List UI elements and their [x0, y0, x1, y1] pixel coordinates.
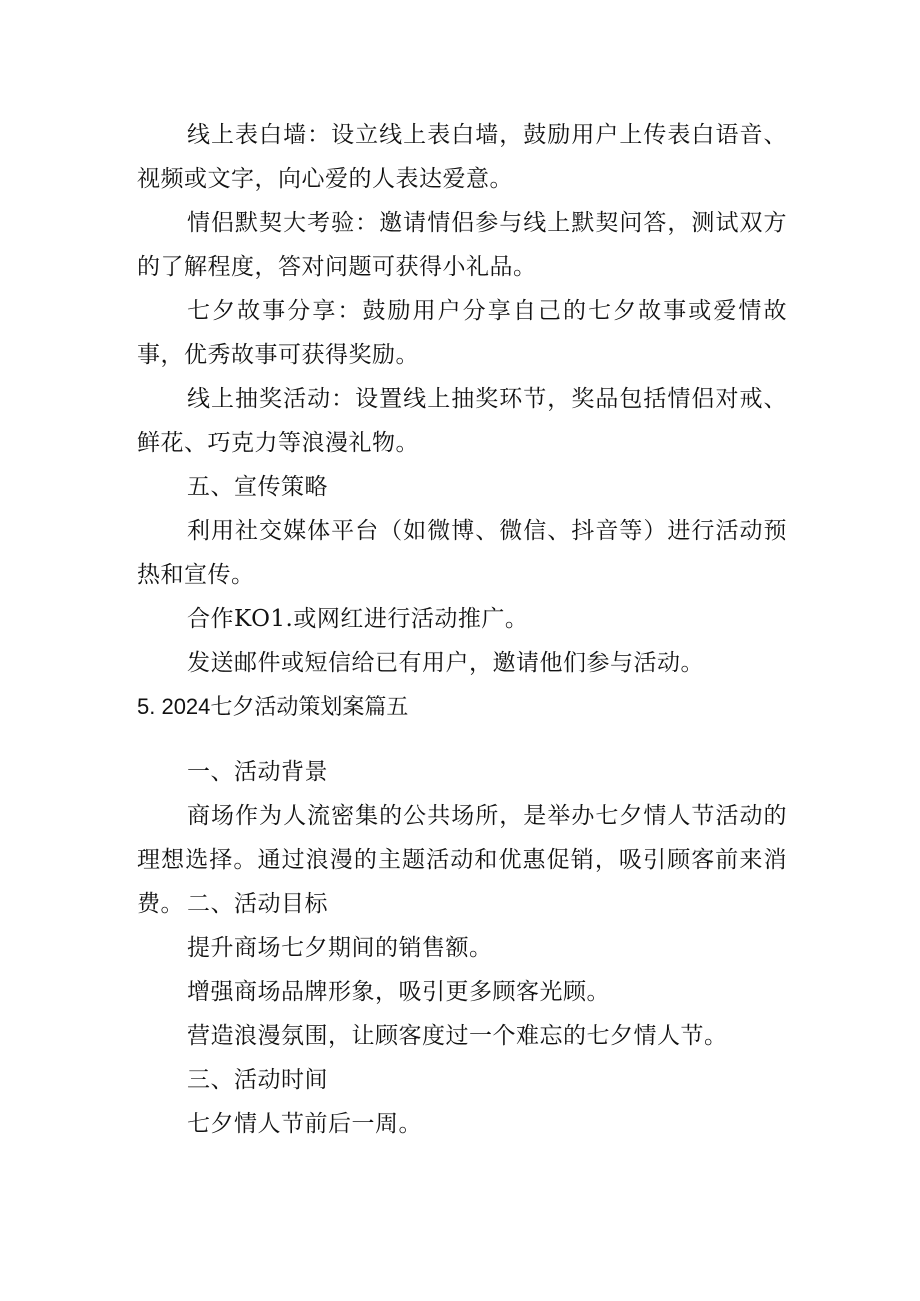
subheading-promotion-strategy: 五、宣传策略: [187, 474, 328, 500]
subheading-time: 三、活动时间: [187, 1067, 328, 1093]
paragraph-email-sms: 发送邮件或短信给已有用户，邀请他们参与活动。: [187, 650, 704, 676]
paragraph-online-lottery: 线上抽奖活动：设置线上抽奖环节，奖品包括情侣对戒、鲜花、巧克力等浪漫礼物。: [137, 386, 787, 456]
paragraph-couple-quiz: 情侣默契大考验：邀请情侣参与线上默契问答，测试双方的了解程度，答对问题可获得小礼品。: [137, 210, 787, 280]
subheading-background: 一、活动背景: [187, 759, 328, 785]
paragraph-story-share: 七夕故事分享：鼓励用户分享自己的七夕故事或爱情故事，优秀故事可获得奖励。: [137, 298, 787, 368]
paragraph-time: 七夕情人节前后一周。: [187, 1111, 422, 1137]
paragraph-goal-sales: 提升商场七夕期间的销售额。: [187, 935, 493, 961]
paragraph-social-media: 利用社交媒体平台（如微博、微信、抖音等）进行活动预热和宣传。: [137, 518, 787, 588]
section-heading: 5. 2024七夕活动策划案篇五: [137, 694, 409, 719]
paragraph-kol-cooperation: 合作KO1.或网红进行活动推广。: [187, 606, 529, 632]
paragraph-background: 商场作为人流密集的公共场所，是举办七夕情人节活动的理想选择。通过浪漫的主题活动和优惠促销，吸引顾客前来消费。: [137, 803, 787, 917]
paragraph-goal-atmosphere: 营造浪漫氛围，让顾客度过一个难忘的七夕情人节。: [187, 1023, 728, 1049]
paragraph-goal-brand: 增强商场品牌形象，吸引更多顾客光顾。: [187, 979, 610, 1005]
paragraph-love-wall: 线上表白墙：设立线上表白墙，鼓励用户上传表白语音、视频或文字，向心爱的人表达爱意。: [137, 122, 787, 192]
subheading-goals: 二、活动目标: [187, 891, 328, 917]
